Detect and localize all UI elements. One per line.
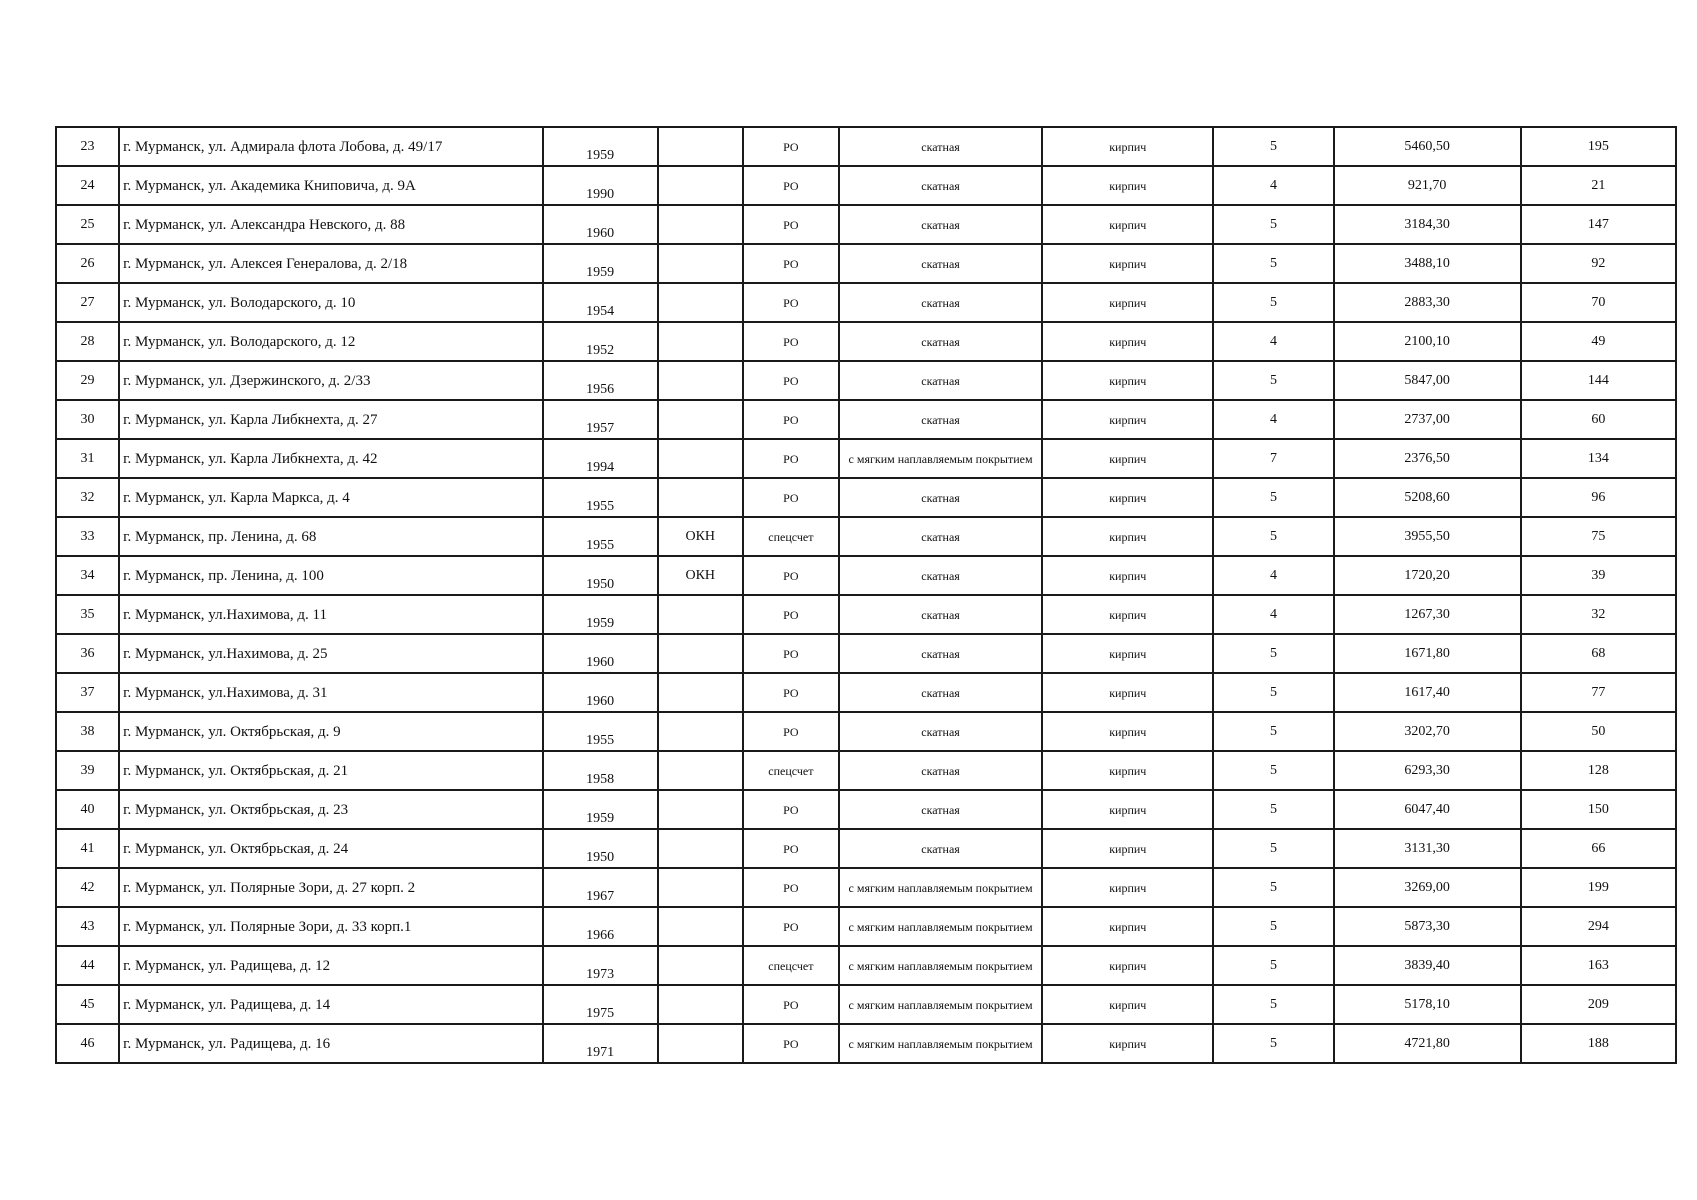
cell-year-built: 1960 — [543, 673, 658, 712]
cell-year-built: 1952 — [543, 322, 658, 361]
cell-heritage-status — [658, 673, 743, 712]
cell-row-number: 44 — [56, 946, 119, 985]
cell-area: 3184,30 — [1334, 205, 1521, 244]
cell-residents: 128 — [1521, 751, 1676, 790]
cell-fund-method: РО — [743, 283, 839, 322]
cell-residents: 68 — [1521, 634, 1676, 673]
cell-fund-method: РО — [743, 166, 839, 205]
cell-heritage-status — [658, 907, 743, 946]
cell-wall-material: кирпич — [1042, 946, 1213, 985]
cell-heritage-status — [658, 244, 743, 283]
cell-residents: 199 — [1521, 868, 1676, 907]
cell-address: г. Мурманск, ул. Володарского, д. 10 — [119, 283, 543, 322]
cell-row-number: 41 — [56, 829, 119, 868]
cell-roof-type: скатная — [839, 244, 1042, 283]
cell-wall-material: кирпич — [1042, 829, 1213, 868]
cell-floors: 5 — [1213, 985, 1333, 1024]
cell-heritage-status — [658, 439, 743, 478]
table-row — [56, 322, 1676, 361]
cell-wall-material: кирпич — [1042, 634, 1213, 673]
cell-area: 3488,10 — [1334, 244, 1521, 283]
table-row — [56, 946, 1676, 985]
cell-wall-material: кирпич — [1042, 517, 1213, 556]
cell-floors: 4 — [1213, 322, 1333, 361]
cell-area: 921,70 — [1334, 166, 1521, 205]
table-row — [56, 868, 1676, 907]
cell-row-number: 38 — [56, 712, 119, 751]
table-row — [56, 595, 1676, 634]
cell-address: г. Мурманск, ул. Алексея Генералова, д. 2/18 — [119, 244, 543, 283]
cell-residents: 134 — [1521, 439, 1676, 478]
cell-fund-method: РО — [743, 205, 839, 244]
cell-residents: 77 — [1521, 673, 1676, 712]
cell-wall-material: кирпич — [1042, 595, 1213, 634]
table-row — [56, 439, 1676, 478]
cell-address: г. Мурманск, ул. Радищева, д. 14 — [119, 985, 543, 1024]
cell-wall-material: кирпич — [1042, 868, 1213, 907]
cell-row-number: 27 — [56, 283, 119, 322]
cell-area: 3131,30 — [1334, 829, 1521, 868]
cell-address: г. Мурманск, пр. Ленина, д. 68 — [119, 517, 543, 556]
cell-floors: 5 — [1213, 283, 1333, 322]
cell-wall-material: кирпич — [1042, 478, 1213, 517]
cell-fund-method: РО — [743, 127, 839, 166]
cell-floors: 5 — [1213, 634, 1333, 673]
cell-roof-type: с мягким наплавляемым покрытием — [839, 985, 1042, 1024]
cell-floors: 5 — [1213, 751, 1333, 790]
cell-row-number: 31 — [56, 439, 119, 478]
cell-roof-type: скатная — [839, 712, 1042, 751]
cell-year-built: 1958 — [543, 751, 658, 790]
cell-residents: 60 — [1521, 400, 1676, 439]
cell-address: г. Мурманск, ул. Полярные Зори, д. 33 корп.1 — [119, 907, 543, 946]
cell-residents: 21 — [1521, 166, 1676, 205]
cell-year-built: 1956 — [543, 361, 658, 400]
cell-address: г. Мурманск, ул. Академика Книповича, д. 9А — [119, 166, 543, 205]
cell-fund-method: РО — [743, 868, 839, 907]
cell-roof-type: с мягким наплавляемым покрытием — [839, 868, 1042, 907]
cell-row-number: 25 — [56, 205, 119, 244]
cell-year-built: 1959 — [543, 244, 658, 283]
cell-residents: 144 — [1521, 361, 1676, 400]
cell-row-number: 29 — [56, 361, 119, 400]
cell-roof-type: скатная — [839, 790, 1042, 829]
cell-roof-type: скатная — [839, 751, 1042, 790]
cell-fund-method: РО — [743, 595, 839, 634]
cell-fund-method: РО — [743, 634, 839, 673]
cell-heritage-status — [658, 634, 743, 673]
cell-heritage-status — [658, 790, 743, 829]
cell-fund-method: РО — [743, 985, 839, 1024]
cell-row-number: 24 — [56, 166, 119, 205]
cell-address: г. Мурманск, ул. Карла Либкнехта, д. 42 — [119, 439, 543, 478]
cell-roof-type: с мягким наплавляемым покрытием — [839, 439, 1042, 478]
cell-residents: 66 — [1521, 829, 1676, 868]
cell-fund-method: РО — [743, 829, 839, 868]
table-row — [56, 361, 1676, 400]
cell-address: г. Мурманск, ул. Карла Либкнехта, д. 27 — [119, 400, 543, 439]
cell-floors: 4 — [1213, 400, 1333, 439]
cell-area: 6047,40 — [1334, 790, 1521, 829]
table-row — [56, 985, 1676, 1024]
cell-year-built: 1950 — [543, 556, 658, 595]
cell-year-built: 1957 — [543, 400, 658, 439]
cell-heritage-status — [658, 985, 743, 1024]
cell-row-number: 32 — [56, 478, 119, 517]
cell-wall-material: кирпич — [1042, 985, 1213, 1024]
cell-floors: 5 — [1213, 946, 1333, 985]
cell-floors: 4 — [1213, 166, 1333, 205]
cell-year-built: 1959 — [543, 127, 658, 166]
cell-year-built: 1955 — [543, 517, 658, 556]
cell-address: г. Мурманск, ул. Александра Невского, д. 88 — [119, 205, 543, 244]
cell-row-number: 45 — [56, 985, 119, 1024]
cell-wall-material: кирпич — [1042, 127, 1213, 166]
cell-address: г. Мурманск, ул. Карла Маркса, д. 4 — [119, 478, 543, 517]
cell-address: г. Мурманск, ул. Полярные Зори, д. 27 корп. 2 — [119, 868, 543, 907]
table-row — [56, 166, 1676, 205]
cell-year-built: 1959 — [543, 790, 658, 829]
cell-wall-material: кирпич — [1042, 439, 1213, 478]
cell-heritage-status — [658, 478, 743, 517]
cell-address: г. Мурманск, ул. Радищева, д. 16 — [119, 1024, 543, 1063]
cell-address: г. Мурманск, ул. Дзержинского, д. 2/33 — [119, 361, 543, 400]
cell-year-built: 1950 — [543, 829, 658, 868]
cell-year-built: 1955 — [543, 478, 658, 517]
cell-heritage-status — [658, 166, 743, 205]
cell-fund-method: РО — [743, 478, 839, 517]
cell-heritage-status — [658, 283, 743, 322]
cell-year-built: 1960 — [543, 205, 658, 244]
cell-row-number: 30 — [56, 400, 119, 439]
cell-heritage-status: ОКН — [658, 556, 743, 595]
cell-year-built: 1955 — [543, 712, 658, 751]
cell-area: 3202,70 — [1334, 712, 1521, 751]
cell-wall-material: кирпич — [1042, 673, 1213, 712]
cell-area: 2883,30 — [1334, 283, 1521, 322]
cell-area: 3269,00 — [1334, 868, 1521, 907]
cell-address: г. Мурманск, пр. Ленина, д. 100 — [119, 556, 543, 595]
building-registry-table — [55, 126, 1677, 1064]
table-row — [56, 1024, 1676, 1063]
cell-residents: 96 — [1521, 478, 1676, 517]
cell-floors: 5 — [1213, 205, 1333, 244]
cell-row-number: 39 — [56, 751, 119, 790]
cell-residents: 294 — [1521, 907, 1676, 946]
cell-roof-type: скатная — [839, 517, 1042, 556]
cell-address: г. Мурманск, ул. Октябрьская, д. 24 — [119, 829, 543, 868]
cell-floors: 5 — [1213, 244, 1333, 283]
cell-roof-type: скатная — [839, 634, 1042, 673]
cell-residents: 150 — [1521, 790, 1676, 829]
cell-floors: 5 — [1213, 1024, 1333, 1063]
table-row — [56, 907, 1676, 946]
cell-wall-material: кирпич — [1042, 1024, 1213, 1063]
cell-address: г. Мурманск, ул. Адмирала флота Лобова, д. 49/17 — [119, 127, 543, 166]
cell-fund-method: РО — [743, 712, 839, 751]
cell-row-number: 35 — [56, 595, 119, 634]
cell-heritage-status — [658, 127, 743, 166]
cell-floors: 5 — [1213, 517, 1333, 556]
cell-residents: 92 — [1521, 244, 1676, 283]
cell-row-number: 33 — [56, 517, 119, 556]
cell-wall-material: кирпич — [1042, 283, 1213, 322]
cell-residents: 32 — [1521, 595, 1676, 634]
cell-year-built: 1960 — [543, 634, 658, 673]
cell-row-number: 36 — [56, 634, 119, 673]
cell-area: 1671,80 — [1334, 634, 1521, 673]
cell-area: 1267,30 — [1334, 595, 1521, 634]
cell-fund-method: РО — [743, 1024, 839, 1063]
cell-year-built: 1994 — [543, 439, 658, 478]
cell-roof-type: с мягким наплавляемым покрытием — [839, 907, 1042, 946]
cell-floors: 5 — [1213, 868, 1333, 907]
cell-area: 5178,10 — [1334, 985, 1521, 1024]
cell-roof-type: скатная — [839, 595, 1042, 634]
cell-area: 5873,30 — [1334, 907, 1521, 946]
cell-year-built: 1954 — [543, 283, 658, 322]
cell-roof-type: с мягким наплавляемым покрытием — [839, 1024, 1042, 1063]
cell-fund-method: РО — [743, 556, 839, 595]
cell-heritage-status — [658, 595, 743, 634]
cell-wall-material: кирпич — [1042, 244, 1213, 283]
cell-area: 3839,40 — [1334, 946, 1521, 985]
cell-wall-material: кирпич — [1042, 712, 1213, 751]
cell-residents: 70 — [1521, 283, 1676, 322]
cell-area: 4721,80 — [1334, 1024, 1521, 1063]
cell-roof-type: скатная — [839, 400, 1042, 439]
cell-heritage-status: ОКН — [658, 517, 743, 556]
cell-wall-material: кирпич — [1042, 400, 1213, 439]
cell-row-number: 37 — [56, 673, 119, 712]
table-row — [56, 205, 1676, 244]
cell-floors: 5 — [1213, 829, 1333, 868]
cell-residents: 188 — [1521, 1024, 1676, 1063]
cell-residents: 209 — [1521, 985, 1676, 1024]
cell-fund-method: РО — [743, 244, 839, 283]
cell-roof-type: скатная — [839, 322, 1042, 361]
cell-fund-method: РО — [743, 673, 839, 712]
cell-address: г. Мурманск, ул. Октябрьская, д. 23 — [119, 790, 543, 829]
table-row — [56, 790, 1676, 829]
cell-year-built: 1959 — [543, 595, 658, 634]
cell-floors: 5 — [1213, 361, 1333, 400]
cell-heritage-status — [658, 400, 743, 439]
cell-residents: 147 — [1521, 205, 1676, 244]
cell-heritage-status — [658, 322, 743, 361]
cell-area: 2376,50 — [1334, 439, 1521, 478]
cell-fund-method: РО — [743, 907, 839, 946]
cell-year-built: 1967 — [543, 868, 658, 907]
cell-row-number: 34 — [56, 556, 119, 595]
table-row — [56, 634, 1676, 673]
cell-roof-type: скатная — [839, 166, 1042, 205]
cell-area: 5460,50 — [1334, 127, 1521, 166]
cell-year-built: 1973 — [543, 946, 658, 985]
cell-heritage-status — [658, 829, 743, 868]
cell-row-number: 23 — [56, 127, 119, 166]
cell-heritage-status — [658, 205, 743, 244]
cell-address: г. Мурманск, ул.Нахимова, д. 31 — [119, 673, 543, 712]
cell-floors: 5 — [1213, 712, 1333, 751]
cell-floors: 4 — [1213, 595, 1333, 634]
cell-address: г. Мурманск, ул. Володарского, д. 12 — [119, 322, 543, 361]
cell-roof-type: с мягким наплавляемым покрытием — [839, 946, 1042, 985]
cell-wall-material: кирпич — [1042, 361, 1213, 400]
cell-floors: 5 — [1213, 478, 1333, 517]
table-row — [56, 400, 1676, 439]
cell-row-number: 46 — [56, 1024, 119, 1063]
cell-row-number: 42 — [56, 868, 119, 907]
cell-fund-method: РО — [743, 790, 839, 829]
cell-year-built: 1975 — [543, 985, 658, 1024]
cell-floors: 4 — [1213, 556, 1333, 595]
table-row — [56, 556, 1676, 595]
cell-residents: 39 — [1521, 556, 1676, 595]
cell-floors: 5 — [1213, 673, 1333, 712]
cell-year-built: 1990 — [543, 166, 658, 205]
cell-area: 3955,50 — [1334, 517, 1521, 556]
cell-roof-type: скатная — [839, 205, 1042, 244]
cell-roof-type: скатная — [839, 829, 1042, 868]
cell-heritage-status — [658, 751, 743, 790]
cell-year-built: 1971 — [543, 1024, 658, 1063]
cell-row-number: 28 — [56, 322, 119, 361]
cell-address: г. Мурманск, ул. Октябрьская, д. 21 — [119, 751, 543, 790]
cell-address: г. Мурманск, ул.Нахимова, д. 25 — [119, 634, 543, 673]
cell-row-number: 40 — [56, 790, 119, 829]
cell-area: 2737,00 — [1334, 400, 1521, 439]
cell-heritage-status — [658, 1024, 743, 1063]
cell-roof-type: скатная — [839, 283, 1042, 322]
cell-fund-method: РО — [743, 400, 839, 439]
table-row — [56, 478, 1676, 517]
cell-residents: 49 — [1521, 322, 1676, 361]
cell-fund-method: спецсчет — [743, 517, 839, 556]
cell-fund-method: РО — [743, 439, 839, 478]
cell-roof-type: скатная — [839, 673, 1042, 712]
cell-area: 6293,30 — [1334, 751, 1521, 790]
cell-roof-type: скатная — [839, 127, 1042, 166]
table-row — [56, 244, 1676, 283]
cell-wall-material: кирпич — [1042, 751, 1213, 790]
cell-roof-type: скатная — [839, 556, 1042, 595]
cell-row-number: 26 — [56, 244, 119, 283]
cell-heritage-status — [658, 868, 743, 907]
table-row — [56, 751, 1676, 790]
table-row — [56, 673, 1676, 712]
cell-heritage-status — [658, 361, 743, 400]
table-row — [56, 829, 1676, 868]
cell-area: 1720,20 — [1334, 556, 1521, 595]
cell-residents: 50 — [1521, 712, 1676, 751]
table-row — [56, 127, 1676, 166]
cell-roof-type: скатная — [839, 478, 1042, 517]
table-row — [56, 712, 1676, 751]
cell-wall-material: кирпич — [1042, 322, 1213, 361]
cell-wall-material: кирпич — [1042, 205, 1213, 244]
cell-row-number: 43 — [56, 907, 119, 946]
cell-residents: 163 — [1521, 946, 1676, 985]
cell-area: 1617,40 — [1334, 673, 1521, 712]
cell-address: г. Мурманск, ул.Нахимова, д. 11 — [119, 595, 543, 634]
cell-address: г. Мурманск, ул. Радищева, д. 12 — [119, 946, 543, 985]
cell-roof-type: скатная — [839, 361, 1042, 400]
cell-area: 5208,60 — [1334, 478, 1521, 517]
cell-area: 5847,00 — [1334, 361, 1521, 400]
cell-wall-material: кирпич — [1042, 556, 1213, 595]
cell-year-built: 1966 — [543, 907, 658, 946]
cell-floors: 5 — [1213, 907, 1333, 946]
cell-address: г. Мурманск, ул. Октябрьская, д. 9 — [119, 712, 543, 751]
cell-wall-material: кирпич — [1042, 166, 1213, 205]
cell-fund-method: спецсчет — [743, 751, 839, 790]
cell-floors: 5 — [1213, 790, 1333, 829]
cell-floors: 7 — [1213, 439, 1333, 478]
table-row — [56, 517, 1676, 556]
cell-fund-method: РО — [743, 361, 839, 400]
cell-residents: 195 — [1521, 127, 1676, 166]
cell-area: 2100,10 — [1334, 322, 1521, 361]
table-row — [56, 283, 1676, 322]
cell-floors: 5 — [1213, 127, 1333, 166]
cell-heritage-status — [658, 712, 743, 751]
cell-wall-material: кирпич — [1042, 790, 1213, 829]
cell-wall-material: кирпич — [1042, 907, 1213, 946]
cell-heritage-status — [658, 946, 743, 985]
table-body — [56, 127, 1676, 1063]
cell-residents: 75 — [1521, 517, 1676, 556]
cell-fund-method: РО — [743, 322, 839, 361]
cell-fund-method: спецсчет — [743, 946, 839, 985]
